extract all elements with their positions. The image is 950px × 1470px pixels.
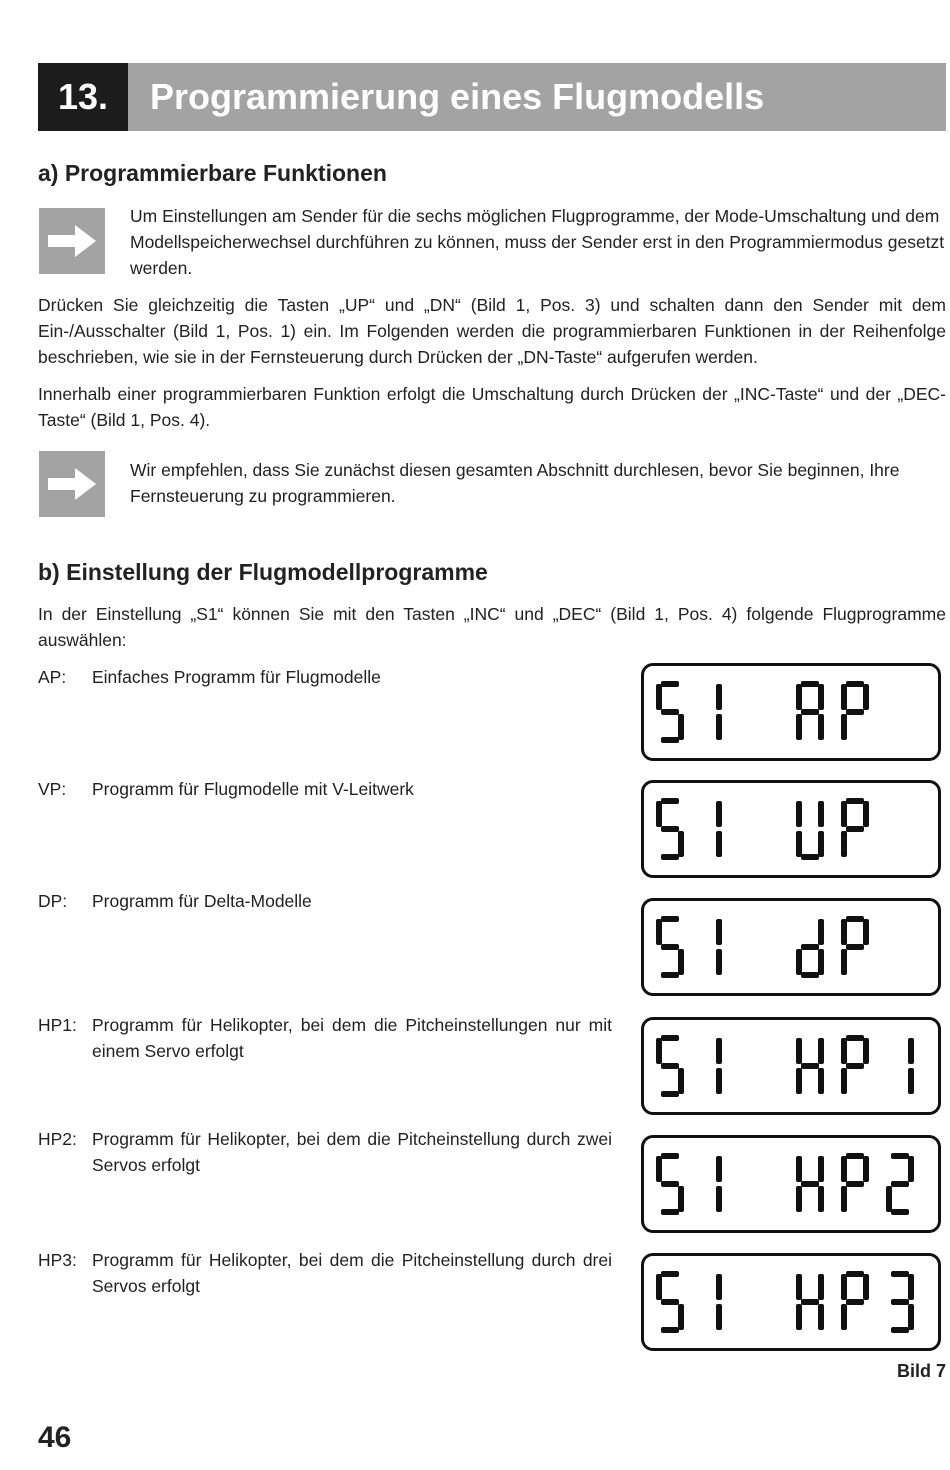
- program-term: AP:: [38, 667, 67, 687]
- program-description: Programm für Helikopter, bei dem die Pitcheinstellung durch drei Servos erfolgt: [92, 1250, 612, 1296]
- lcd-digits: [644, 666, 938, 758]
- lcd-digits: [644, 783, 938, 875]
- paragraph-switching: Innerhalb einer programmierbaren Funktion erfolgt die Umschaltung durch Drücken der „INC-Taste“ und der „DEC-Taste“ (Bild 1, Pos. 4).: [38, 384, 946, 430]
- lcd-display: [641, 1253, 941, 1351]
- figure-caption: Bild 7: [896, 1361, 946, 1381]
- lcd-display: [641, 898, 941, 996]
- program-term: HP3:: [38, 1250, 77, 1270]
- program-term: HP1:: [38, 1015, 77, 1035]
- section-a-heading: a) Programmierbare Funktionen: [38, 160, 387, 186]
- lcd-digits: [644, 901, 938, 993]
- program-description: Programm für Flugmodelle mit V-Leitwerk: [92, 779, 414, 799]
- paragraph-intro: In der Einstellung „S1“ können Sie mit den Tasten „INC“ und „DEC“ (Bild 1, Pos. 4) folgende Flugprogramme auswählen:: [38, 604, 946, 650]
- program-description: Programm für Helikopter, bei dem die Pitcheinstellungen nur mit einem Servo erfolgt: [92, 1015, 612, 1061]
- lcd-digits: [644, 1256, 938, 1348]
- program-term: DP:: [38, 891, 68, 911]
- chapter-title: Programmierung eines Flugmodells: [150, 76, 765, 117]
- program-term: VP:: [38, 779, 67, 799]
- paragraph-enter-mode: Drücken Sie gleichzeitig die Tasten „UP“ und „DN“ (Bild 1, Pos. 3) und schalten dann den Sender mit dem Ein-/Ausschalter (Bild 1, Pos. 1) ein. Im Folgenden werden die programmierbaren Funktionen in der Reihenfolge beschrieben, wie sie in der Fernsteuerung durch Drücken der „DN-Taste“ aufgerufen werden.: [38, 295, 946, 367]
- note-programming-mode: Um Einstellungen am Sender für die sechs möglichen Flugprogramme, der Mode-Umschaltung und dem Modellspeicherwechsel durchführen zu können, muss der Sender erst in den Programmiermodus gesetzt werden.: [130, 206, 945, 278]
- lcd-display: [641, 663, 941, 761]
- lcd-display: [641, 1135, 941, 1233]
- chapter-header: [38, 63, 946, 131]
- program-description: Programm für Delta-Modelle: [92, 891, 312, 911]
- lcd-display: [641, 1017, 941, 1115]
- note-read-first: Wir empfehlen, dass Sie zunächst diesen gesamten Abschnitt durchlesen, bevor Sie beginnen, Ihre Fernsteuerung zu programmieren.: [130, 460, 900, 506]
- page-number: 46: [38, 1421, 72, 1454]
- program-description: Programm für Helikopter, bei dem die Pitcheinstellung durch zwei Servos erfolgt: [92, 1129, 612, 1175]
- arrow-right-icon: [39, 451, 105, 517]
- chapter-number: 13.: [38, 63, 128, 131]
- lcd-digits: [644, 1020, 938, 1112]
- program-term: HP2:: [38, 1129, 77, 1149]
- arrow-right-icon: [39, 208, 105, 274]
- lcd-digits: [644, 1138, 938, 1230]
- lcd-display: [641, 780, 941, 878]
- section-b-heading: b) Einstellung der Flugmodellprogramme: [38, 559, 488, 585]
- program-description: Einfaches Programm für Flugmodelle: [92, 667, 381, 687]
